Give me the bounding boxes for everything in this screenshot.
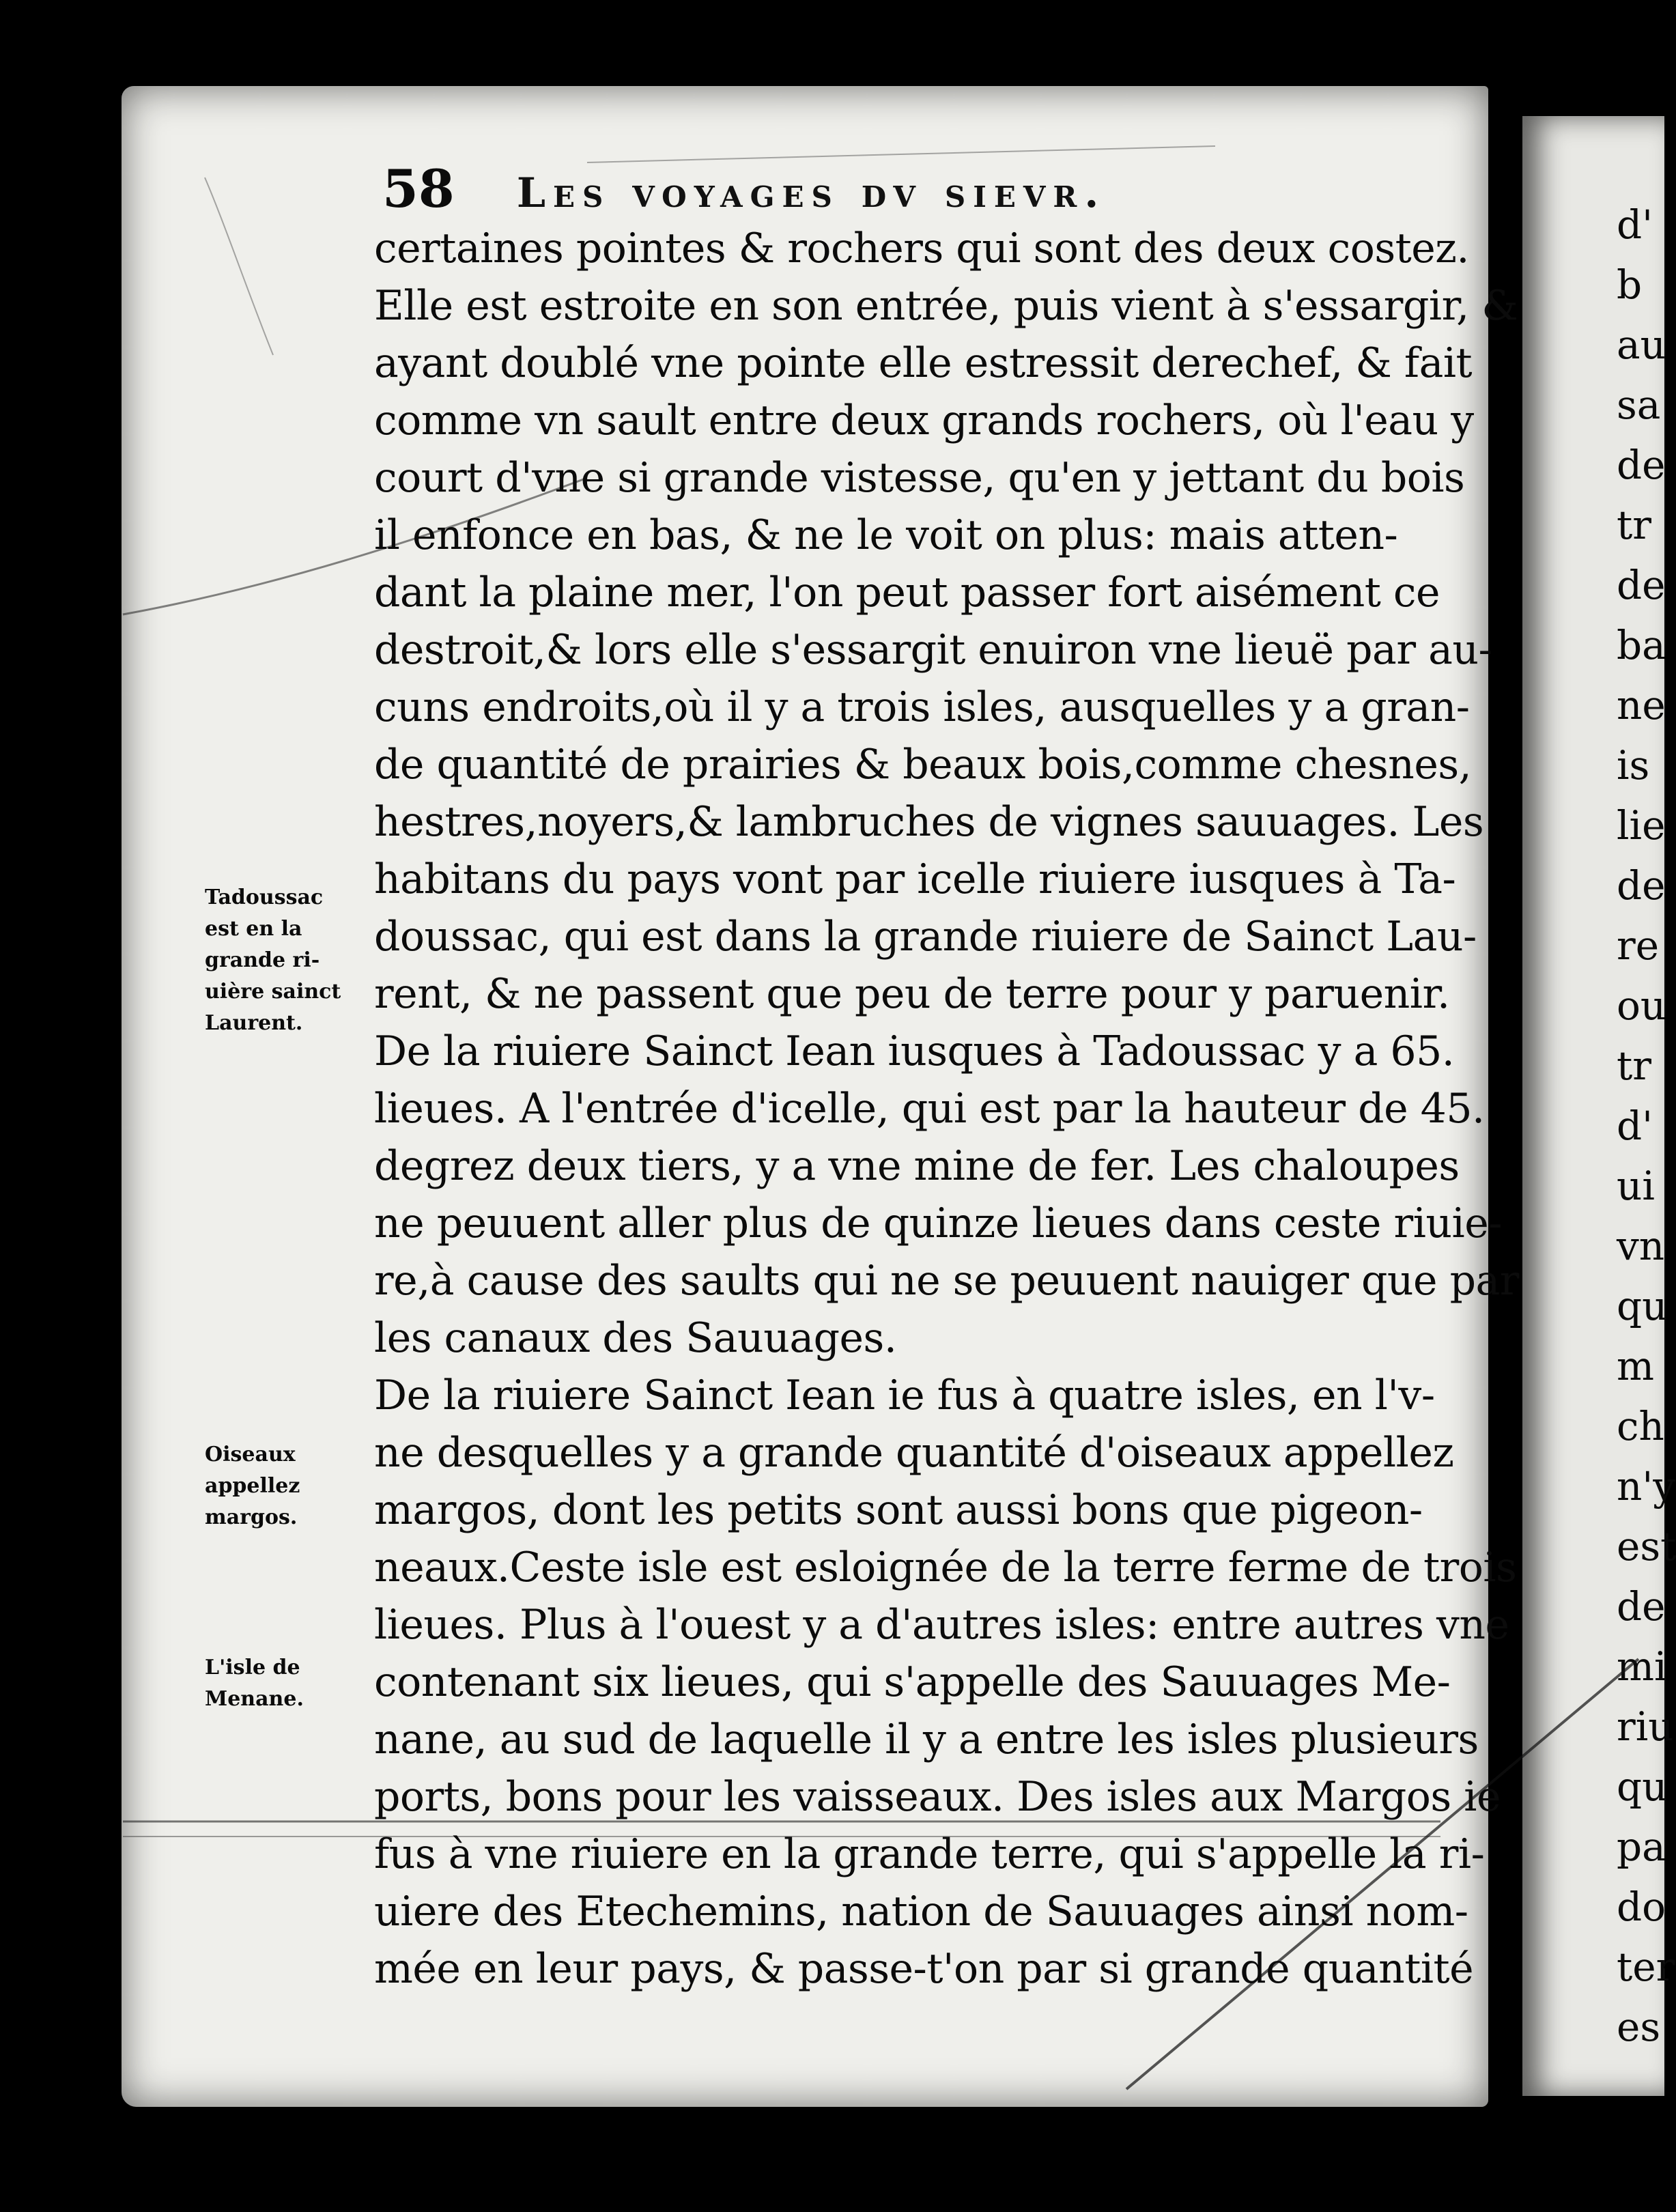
text-line: dant la plaine mer, l'on peut passer fort aisément ce xyxy=(374,569,1440,616)
text-line: uiere des Etechemins, nation de Sauuages ainsi nom- xyxy=(374,1888,1468,1936)
facing-page-fragment: es xyxy=(1617,2004,1661,2050)
facing-page-fragment: ba xyxy=(1617,622,1666,668)
side-note-line: Laurent. xyxy=(205,1011,303,1035)
side-note-line: Tadoussac xyxy=(205,885,324,909)
side-note-line: margos. xyxy=(205,1505,298,1529)
facing-page-fragment: re xyxy=(1617,922,1660,969)
facing-page-fragment: tr xyxy=(1617,1043,1652,1089)
facing-page-fragment: est xyxy=(1617,1523,1676,1570)
side-note-menane xyxy=(205,1652,362,1715)
text-line: destroit,& lors elle s'essargit enuiron vne lieuë par au- xyxy=(374,626,1492,674)
page-number: 58 xyxy=(382,158,455,219)
running-head: Les voyages dv sievr. xyxy=(516,169,1107,217)
text-line: il enfonce en bas, & ne le voit on plus: mais atten- xyxy=(374,511,1398,559)
facing-page-fragment: vn xyxy=(1617,1223,1665,1269)
facing-page-fragment: m xyxy=(1617,1343,1654,1389)
text-line: degrez deux tiers, y a vne mine de fer. Les chaloupes xyxy=(374,1142,1460,1190)
side-note-line: uière sainct xyxy=(205,980,341,1004)
body-text xyxy=(374,220,1519,1998)
facing-page-fragment: pa xyxy=(1617,1824,1666,1870)
facing-page-fragment: d' xyxy=(1617,201,1653,248)
text-line: neaux.Ceste isle est esloignée de la terre ferme de trois xyxy=(374,1544,1517,1591)
text-line: ne desquelles y a grande quantité d'oiseaux appellez xyxy=(374,1429,1454,1477)
text-line: nane, au sud de laquelle il y a entre les isles plusieurs xyxy=(374,1716,1479,1763)
facing-page-fragment: de xyxy=(1617,442,1666,488)
page-header xyxy=(382,158,1106,219)
text-line: de quantité de prairies & beaux bois,comme chesnes, xyxy=(374,741,1472,789)
text-line: ports, bons pour les vaisseaux. Des isles aux Margos ie xyxy=(374,1773,1501,1821)
side-note-line: Oiseaux xyxy=(205,1443,296,1466)
text-line: cuns endroits,où il y a trois isles, ausquelles y a gran- xyxy=(374,683,1470,731)
facing-page-fragment: do xyxy=(1617,1884,1666,1930)
facing-page-fragment: riu xyxy=(1617,1703,1674,1750)
text-line: fus à vne riuiere en la grande terre, qui s'appelle la ri- xyxy=(374,1830,1485,1878)
side-note-line: est en la xyxy=(205,917,302,941)
text-line: court d'vne si grande vistesse, qu'en y jettant du bois xyxy=(374,454,1465,502)
text-line: habitans du pays vont par icelle riuiere iusques à Ta- xyxy=(374,855,1456,903)
side-note-line: L'isle de xyxy=(205,1656,300,1679)
facing-page-fragment: lie xyxy=(1617,802,1666,849)
text-line: ayant doublé vne pointe elle estressit derechef, & fait xyxy=(374,339,1473,387)
text-line: lieues. A l'entrée d'icelle, qui est par la hauteur de 45. xyxy=(374,1085,1485,1133)
text-line: Elle est estroite en son entrée, puis vient à s'essargir, & xyxy=(374,282,1518,330)
side-note-oiseaux xyxy=(205,1439,362,1533)
facing-page-fragment: tr xyxy=(1617,502,1652,548)
text-line: ne peuuent aller plus de quinze lieues dans ceste riuie- xyxy=(374,1200,1502,1247)
facing-page-fragment: de xyxy=(1617,1583,1666,1630)
facing-page-fragment: sa xyxy=(1617,382,1661,428)
facing-page-fragment: n'y xyxy=(1617,1463,1676,1509)
facing-page-fragment: ch xyxy=(1617,1403,1664,1449)
text-line: lieues. Plus à l'ouest y a d'autres isles: entre autres vne xyxy=(374,1601,1509,1649)
text-line: comme vn sault entre deux grands rochers, où l'eau y xyxy=(374,397,1474,444)
text-line: mée en leur pays, & passe-t'on par si grande quantité xyxy=(374,1945,1474,1993)
side-note-tadoussac xyxy=(205,882,362,1039)
text-line: les canaux des Sauuages. xyxy=(374,1314,897,1362)
side-note-line: grande ri- xyxy=(205,948,320,972)
facing-page-fragment: d' xyxy=(1617,1103,1653,1149)
text-line: re,à cause des saults qui ne se peuuent nauiger que par xyxy=(374,1257,1519,1305)
text-line: doussac, qui est dans la grande riuiere de Sainct Lau- xyxy=(374,913,1477,961)
text-line: certaines pointes & rochers qui sont des deux costez. xyxy=(374,225,1469,272)
facing-page-fragment: de xyxy=(1617,562,1666,608)
facing-page-fragment: b xyxy=(1617,261,1643,308)
facing-page-fragment: au xyxy=(1617,322,1666,368)
facing-page-fragment: qu xyxy=(1617,1763,1668,1810)
facing-page-fragment: ou xyxy=(1617,982,1666,1029)
facing-page-fragment: mi xyxy=(1617,1643,1667,1690)
facing-page-fragment: qu xyxy=(1617,1283,1668,1329)
text-line: rent, & ne passent que peu de terre pour y paruenir. xyxy=(374,970,1450,1018)
side-note-line: Menane. xyxy=(205,1687,304,1711)
facing-page-fragment: is xyxy=(1617,742,1650,789)
text-line: De la riuiere Sainct Iean ie fus à quatre isles, en l'v- xyxy=(374,1372,1435,1419)
text-line: margos, dont les petits sont aussi bons que pigeon- xyxy=(374,1486,1423,1534)
facing-page-fragment: ne xyxy=(1617,682,1666,728)
text-line: De la riuiere Sainct Iean iusques à Tadoussac y a 65. xyxy=(374,1027,1455,1075)
text-line: hestres,noyers,& lambruches de vignes sauuages. Les xyxy=(374,798,1484,846)
facing-page-fragment: ui xyxy=(1617,1163,1655,1209)
text-line: contenant six lieues, qui s'appelle des Sauuages Me- xyxy=(374,1658,1451,1706)
side-note-line: appellez xyxy=(205,1474,300,1498)
facing-page-fragment: ter xyxy=(1617,1944,1675,1990)
facing-page-fragment: de xyxy=(1617,862,1666,909)
